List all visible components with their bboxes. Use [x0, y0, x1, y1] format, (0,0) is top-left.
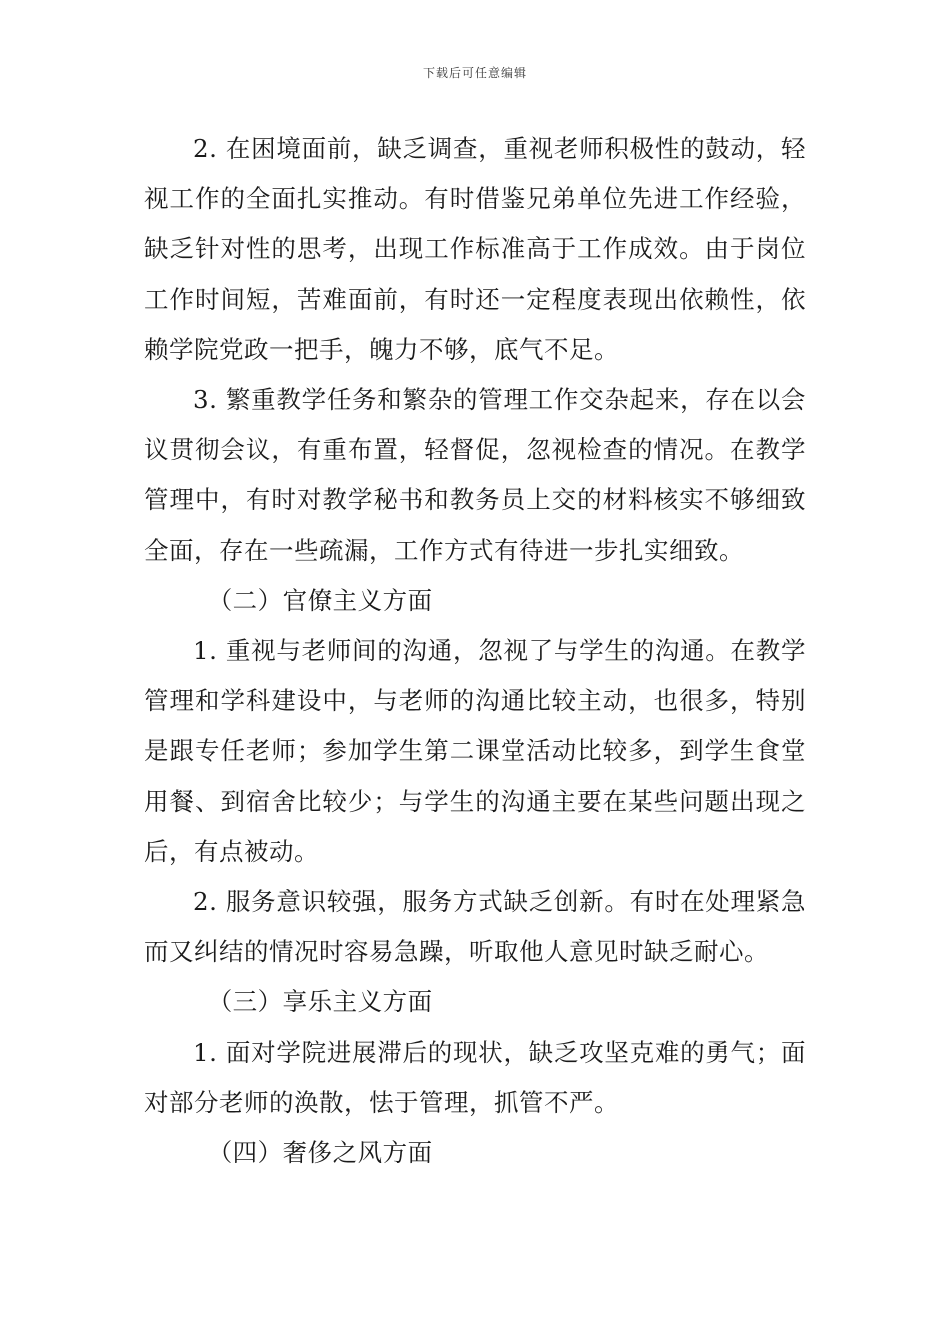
paragraph-point-1-communication: 1. 重视与老师间的沟通，忽视了与学生的沟通。在教学管理和学科建设中，与老师的沟通比较主动，也很多，特别是跟专任老师；参加学生第二课堂活动比较多，到学生食堂用餐、到宿舍比较少；与学生的沟通主要在某些问题出现之后，有点被动。 [144, 636, 806, 866]
section-heading-hedonism: （三）享乐主义方面 [207, 987, 433, 1017]
document-body [144, 124, 806, 1178]
paragraph-point-2-difficulties: 2. 在困境面前，缺乏调查，重视老师积极性的鼓动，轻视工作的全面扎实推动。有时借鉴兄弟单位先进工作经验，缺乏针对性的思考，出现工作标准高于工作成效。由于岗位工作时间短，苦难面前，有时还一定程度表现出依赖性，依赖学院党政一把手，魄力不够，底气不足。 [144, 134, 806, 364]
paragraph-point-3-workload: 3. 繁重教学任务和繁杂的管理工作交杂起来，存在以会议贯彻会议，有重布置，轻督促，忽视检查的情况。在教学管理中，有时对教学秘书和教务员上交的材料核实不够细致全面，存在一些疏漏，工作方式有待进一步扎实细致。 [144, 385, 806, 565]
paragraph-point-1-development: 1. 面对学院进展滞后的现状，缺乏攻坚克难的勇气；面对部分老师的涣散，怯于管理，抓管不严。 [144, 1037, 806, 1117]
page-header-note: 下载后可任意编辑 [422, 66, 527, 80]
paragraph-point-2-service: 2. 服务意识较强，服务方式缺乏创新。有时在处理紧急而又纠结的情况时容易急躁，听取他人意见时缺乏耐心。 [144, 887, 806, 967]
section-heading-bureaucratism: （二）官僚主义方面 [207, 585, 433, 615]
section-heading-extravagance: （四）奢侈之风方面 [207, 1138, 433, 1168]
